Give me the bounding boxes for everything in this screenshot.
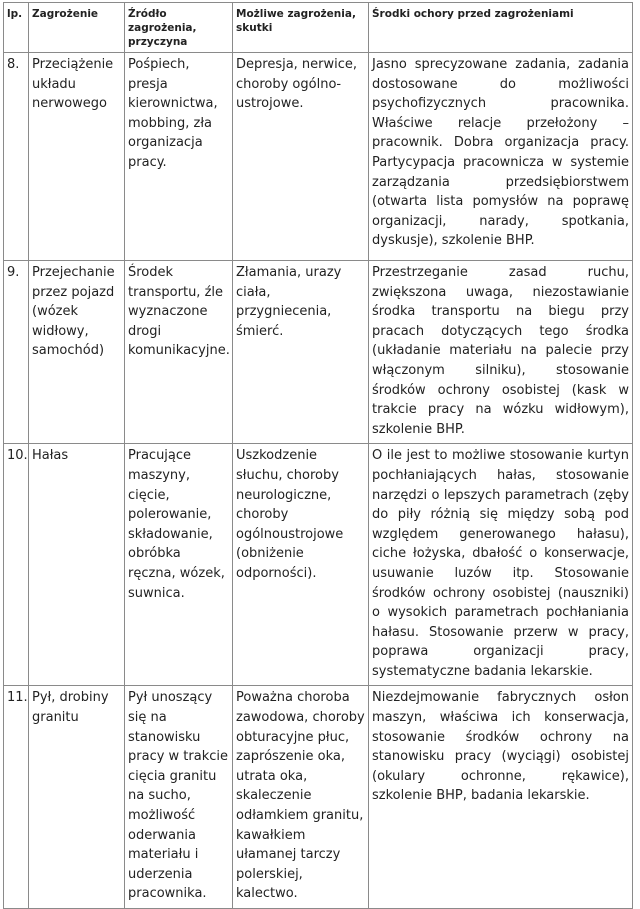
row-source: Środek transportu, źle wyznaczone drogi komunikacyjne. bbox=[125, 261, 233, 444]
row-effects: Uszkodzenie słuchu, choroby neurologiczne, choroby ogólnoustrojowe (obniżenie odporności). bbox=[233, 444, 369, 686]
row-lp: 8. bbox=[4, 53, 29, 261]
row-effects: Depresja, nerwice, choroby ogólnoustrojowe. bbox=[233, 53, 369, 261]
table-row bbox=[4, 686, 633, 909]
row-measures: Jasno sprecyzowane zadania, zadania dostosowane do możliwości psychofizycznych pracownika. Właściwe relacje przełożony – pracownik. Dobra organizacja pracy. Partycypacja pracownicza w systemie zarządzania przedsiębiorstwem (otwarta lista pomysłów na poprawę organizacji, narady, spotkania, dyskusje), szkolenie BHP. bbox=[369, 53, 633, 261]
row-lp: 10. bbox=[4, 444, 29, 686]
row-hazard: Pył, drobiny granitu bbox=[29, 686, 125, 909]
row-hazard: Przejechanie przez pojazd (wózek widłowy, samochód) bbox=[29, 261, 125, 444]
row-source: Pył unoszący się na stanowisku pracy w trakcie cięcia granitu na sucho, możliwość oderwania materiału i uderzenia pracownika. bbox=[125, 686, 233, 909]
row-hazard: Hałas bbox=[29, 444, 125, 686]
header-measures: Środki ochory przed zagrożeniami bbox=[369, 3, 633, 53]
row-effects: Złamania, urazy ciała, przygniecenia, śmierć. bbox=[233, 261, 369, 444]
row-lp: 11. bbox=[4, 686, 29, 909]
row-measures: Przestrzeganie zasad ruchu, zwiększona uwaga, niezostawianie środka transportu na biegu przy pracach dotyczących tego środka (układanie materiału na palecie przy włączonym silniku), stosowanie środków ochrony osobistej (kask w trakcie pracy na wózku widłowym), szkolenie BHP. bbox=[369, 261, 633, 444]
hazard-table bbox=[3, 2, 633, 909]
table-row bbox=[4, 261, 633, 444]
header-effects: Możliwe zagrożenia, skutki bbox=[233, 3, 369, 53]
header-source: Źródło zagrożenia, przyczyna bbox=[125, 3, 233, 53]
row-measures: Niezdejmowanie fabrycznych osłon maszyn, właściwa ich konserwacja, stosowanie środków ochrony na stanowisku pracy (wyciągi) osobistej (okulary ochronne, rękawice), szkolenie BHP, badania lekarskie. bbox=[369, 686, 633, 909]
row-source: Pośpiech, presja kierownictwa, mobbing, zła organizacja pracy. bbox=[125, 53, 233, 261]
header-row bbox=[4, 3, 633, 53]
row-measures: O ile jest to możliwe stosowanie kurtyn pochłaniających hałas, stosowanie narzędzi o lepszych parametrach (zęby do piły różnią się między sobą pod względem generowanego hałasu), ciche łożyska, dbałość o konserwacje, usuwanie luzów itp. Stosowanie środków ochrony osobistej (nauszniki) o wysokich parametrach pochłaniania hałasu. Stosowanie przerw w pracy, poprawa organizacji pracy, systematyczne badania lekarskie. bbox=[369, 444, 633, 686]
row-hazard: Przeciążenie układu nerwowego bbox=[29, 53, 125, 261]
header-hazard: Zagrożenie bbox=[29, 3, 125, 53]
table-row bbox=[4, 444, 633, 686]
row-lp: 9. bbox=[4, 261, 29, 444]
header-lp: lp. bbox=[4, 3, 29, 53]
row-effects: Poważna choroba zawodowa, choroby obturacyjne płuc, zaprószenie oka, utrata oka, skaleczenie odłamkiem granitu, kawałkiem ułamanej tarczy polerskiej, kalectwo. bbox=[233, 686, 369, 909]
row-source: Pracujące maszyny, cięcie, polerowanie, składowanie, obróbka ręczna, wózek, suwnica. bbox=[125, 444, 233, 686]
table-row bbox=[4, 53, 633, 261]
